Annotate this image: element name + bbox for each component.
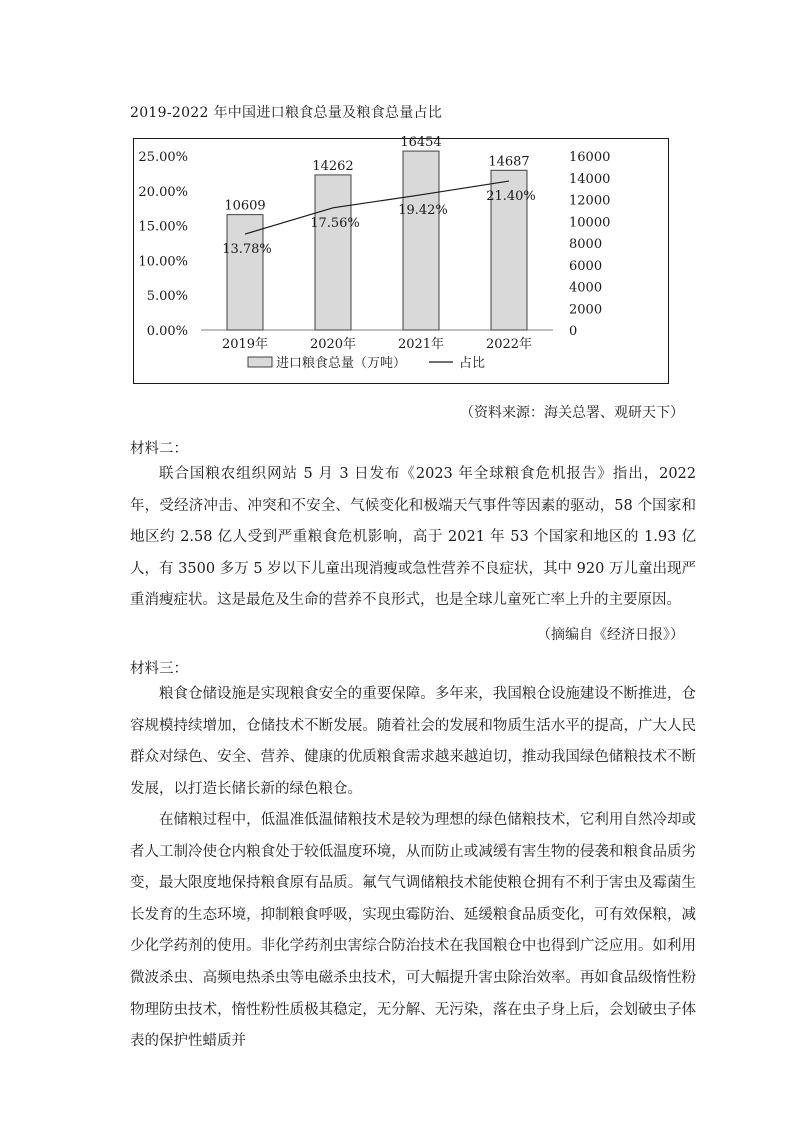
left-axis-tick-label: 15.00%	[138, 219, 188, 235]
bar-value-label: 10609	[224, 198, 266, 214]
combo-chart	[133, 135, 669, 384]
material3-heading: 材料三：	[130, 661, 188, 677]
right-axis-tick-label: 0	[569, 324, 578, 339]
legend-line-label: 占比	[459, 356, 486, 371]
left-axis-tick-label: 20.00%	[138, 184, 188, 200]
ratio-line	[245, 181, 509, 234]
material2-heading: 材料二：	[130, 441, 188, 457]
right-axis-tick-label: 6000	[569, 258, 603, 274]
right-axis-tick-label: 16000	[569, 150, 611, 165]
chart-title: 2019-2022 年中国进口粮食总量及粮食总量占比	[130, 105, 443, 121]
bar-value-label: 16454	[400, 135, 442, 151]
material3-paragraph-2: 在储粮过程中，低温准低温储粮技术是较为理想的绿色储粮技术，它利用自然冷却或者人工制冷使仓内粮食处于较低温度环境，从而防止或减缓有害生物的侵袭和粮食品质劣变，最大限度地保持粮食原有品质。氟气气调储粮技术能使粮仓拥有不利于害虫及霉菌生长发育的生态环境，抑制粮食呼吸，实现虫霉防治、延缓粮食品质变化，可有效保粮，减少化学药剂的使用。非化学药剂虫害综合防治技术在我国粮仓中也得到广泛应用。如利用微波杀虫、高频电热杀虫等电磁杀虫技术，可大幅提升害虫除治效率。再如食品级惰性粉物理防虫技术，惰性粉性质极其稳定，无分解、无污染，落在虫子身上后，会划破虫子体表的保护性蜡质并	[130, 812, 696, 1050]
legend-bar-label: 进口粮食总量（万吨）	[276, 356, 407, 371]
left-axis-tick-label: 10.00%	[138, 254, 188, 270]
right-axis-tick-label: 12000	[569, 193, 611, 209]
right-axis-tick-label: 2000	[569, 302, 603, 318]
material2-attribution: （摘编自《经济日报》）	[537, 627, 684, 643]
bar	[403, 151, 439, 330]
legend-bar-swatch	[248, 357, 272, 367]
bar-value-label: 14687	[488, 154, 530, 170]
x-axis-tick-label: 2020年	[309, 337, 357, 352]
bar	[227, 215, 263, 330]
line-value-label: 17.56%	[310, 215, 360, 231]
left-axis-tick-label: 0.00%	[146, 324, 188, 339]
x-axis-tick-label: 2021年	[397, 337, 445, 352]
material3-paragraph-1: 粮食仓储设施是实现粮食安全的重要保障。多年来，我国粮仓设施建设不断推进，仓容规模持续增加，仓储技术不断发展。随着社会的发展和物质生活水平的提高，广大人民群众对绿色、安全、营养、健康的优质粮食需求越来越迫切，推动我国绿色储粮技术不断发展，以打造长储长新的绿色粮仓。	[130, 686, 696, 797]
material2-paragraph: 联合国粮农组织网站 5 月 3 日发布《2023 年全球粮食危机报告》指出，2022 年，受经济冲击、冲突和不安全、气候变化和极端天气事件等因素的驱动，58 个国家和地区约 2.58 亿人受到严重粮食危机影响，高于 2021 年 53 个国家和地区的 1.93 亿人，有 3500 多万 5 岁以下儿童出现消瘦或急性营养不良症状，其中 920 万儿童出现严重消瘦症状。这是最危及生命的营养不良形式，也是全球儿童死亡率上升的主要原因。	[130, 466, 696, 609]
left-axis-tick-label: 25.00%	[138, 150, 188, 165]
line-value-label: 19.42%	[398, 202, 448, 218]
bar	[315, 175, 351, 330]
data-source: （资料来源：海关总署、观研天下）	[460, 405, 684, 421]
bar-value-label: 14262	[312, 158, 354, 174]
x-axis-tick-label: 2019年	[221, 337, 269, 352]
right-axis-tick-label: 14000	[569, 171, 611, 187]
line-value-label: 13.78%	[222, 242, 272, 258]
right-axis-tick-label: 10000	[569, 215, 611, 231]
x-axis-tick-label: 2022年	[485, 337, 533, 352]
right-axis-tick-label: 8000	[569, 237, 603, 252]
right-axis-tick-label: 4000	[569, 280, 603, 296]
line-value-label: 21.40%	[486, 189, 536, 205]
left-axis-tick-label: 5.00%	[146, 289, 188, 305]
